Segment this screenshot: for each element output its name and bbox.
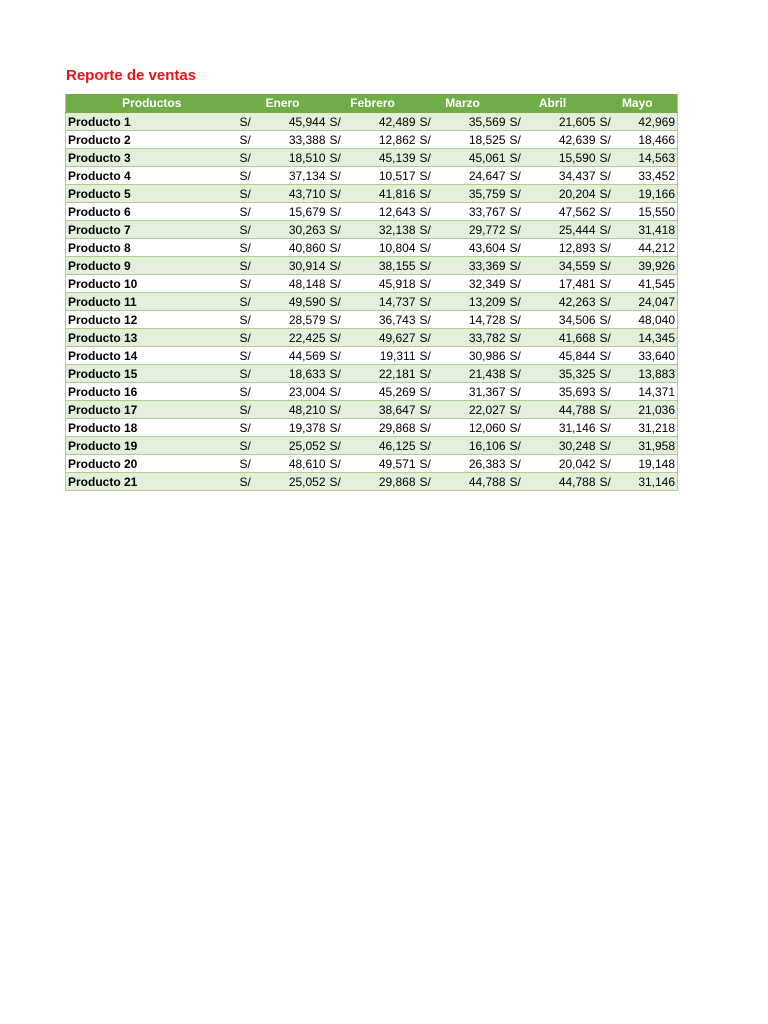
product-name-cell: Producto 9 [66,257,238,275]
currency-cell: S/ [328,401,354,419]
amount-cell: 35,693 [534,383,598,401]
table-row [66,275,678,293]
currency-cell: S/ [418,275,444,293]
amount-cell: 18,466 [624,131,678,149]
currency-cell: S/ [328,257,354,275]
currency-cell: S/ [598,131,624,149]
currency-cell: S/ [598,203,624,221]
header-enero: Enero [238,94,328,113]
currency-cell: S/ [238,131,264,149]
currency-cell: S/ [418,419,444,437]
amount-cell: 43,604 [444,239,508,257]
amount-cell: 22,181 [354,365,418,383]
currency-cell: S/ [238,167,264,185]
currency-cell: S/ [238,239,264,257]
currency-cell: S/ [238,113,264,131]
currency-cell: S/ [328,473,354,491]
table-row [66,113,678,131]
amount-cell: 43,710 [264,185,328,203]
currency-cell: S/ [328,167,354,185]
table-row [66,311,678,329]
amount-cell: 15,550 [624,203,678,221]
currency-cell: S/ [598,419,624,437]
amount-cell: 37,134 [264,167,328,185]
amount-cell: 16,106 [444,437,508,455]
amount-cell: 18,525 [444,131,508,149]
header-productos: Productos [66,94,238,113]
currency-cell: S/ [418,221,444,239]
amount-cell: 31,146 [534,419,598,437]
amount-cell: 31,958 [624,437,678,455]
amount-cell: 29,868 [354,473,418,491]
amount-cell: 33,369 [444,257,508,275]
currency-cell: S/ [418,383,444,401]
amount-cell: 20,042 [534,455,598,473]
currency-cell: S/ [508,167,534,185]
currency-cell: S/ [418,437,444,455]
currency-cell: S/ [328,221,354,239]
amount-cell: 29,868 [354,419,418,437]
currency-cell: S/ [328,347,354,365]
amount-cell: 24,047 [624,293,678,311]
table-body [66,113,678,491]
amount-cell: 20,204 [534,185,598,203]
currency-cell: S/ [598,275,624,293]
amount-cell: 25,052 [264,473,328,491]
amount-cell: 44,569 [264,347,328,365]
amount-cell: 10,804 [354,239,418,257]
product-name-cell: Producto 12 [66,311,238,329]
amount-cell: 22,425 [264,329,328,347]
amount-cell: 17,481 [534,275,598,293]
amount-cell: 34,559 [534,257,598,275]
amount-cell: 14,563 [624,149,678,167]
amount-cell: 14,371 [624,383,678,401]
currency-cell: S/ [508,275,534,293]
table-row [66,167,678,185]
amount-cell: 49,571 [354,455,418,473]
amount-cell: 42,639 [534,131,598,149]
product-name-cell: Producto 10 [66,275,238,293]
amount-cell: 15,590 [534,149,598,167]
amount-cell: 41,816 [354,185,418,203]
amount-cell: 23,004 [264,383,328,401]
currency-cell: S/ [328,437,354,455]
amount-cell: 29,772 [444,221,508,239]
currency-cell: S/ [508,311,534,329]
amount-cell: 45,061 [444,149,508,167]
product-name-cell: Producto 18 [66,419,238,437]
currency-cell: S/ [508,437,534,455]
amount-cell: 19,378 [264,419,328,437]
table-row [66,257,678,275]
product-name-cell: Producto 1 [66,113,238,131]
product-name-cell: Producto 2 [66,131,238,149]
amount-cell: 44,788 [444,473,508,491]
product-name-cell: Producto 20 [66,455,238,473]
currency-cell: S/ [328,149,354,167]
currency-cell: S/ [418,401,444,419]
amount-cell: 24,647 [444,167,508,185]
amount-cell: 25,444 [534,221,598,239]
amount-cell: 18,510 [264,149,328,167]
currency-cell: S/ [328,329,354,347]
amount-cell: 35,759 [444,185,508,203]
currency-cell: S/ [418,239,444,257]
product-name-cell: Producto 14 [66,347,238,365]
currency-cell: S/ [418,167,444,185]
amount-cell: 15,679 [264,203,328,221]
amount-cell: 38,647 [354,401,418,419]
amount-cell: 19,148 [624,455,678,473]
amount-cell: 30,248 [534,437,598,455]
product-name-cell: Producto 5 [66,185,238,203]
amount-cell: 33,782 [444,329,508,347]
currency-cell: S/ [238,383,264,401]
amount-cell: 32,138 [354,221,418,239]
table-row [66,185,678,203]
table-row [66,473,678,491]
amount-cell: 31,218 [624,419,678,437]
amount-cell: 31,418 [624,221,678,239]
currency-cell: S/ [328,311,354,329]
product-name-cell: Producto 19 [66,437,238,455]
amount-cell: 10,517 [354,167,418,185]
currency-cell: S/ [598,167,624,185]
amount-cell: 34,437 [534,167,598,185]
amount-cell: 28,579 [264,311,328,329]
currency-cell: S/ [418,203,444,221]
currency-cell: S/ [328,419,354,437]
currency-cell: S/ [598,473,624,491]
currency-cell: S/ [508,203,534,221]
header-abril: Abril [508,94,598,113]
amount-cell: 12,643 [354,203,418,221]
amount-cell: 13,883 [624,365,678,383]
table-row [66,203,678,221]
currency-cell: S/ [418,347,444,365]
header-mayo: Mayo [598,94,678,113]
currency-cell: S/ [508,347,534,365]
amount-cell: 32,349 [444,275,508,293]
amount-cell: 45,139 [354,149,418,167]
currency-cell: S/ [508,257,534,275]
currency-cell: S/ [238,293,264,311]
currency-cell: S/ [418,149,444,167]
amount-cell: 31,146 [624,473,678,491]
header-marzo: Marzo [418,94,508,113]
amount-cell: 35,325 [534,365,598,383]
table-row [66,149,678,167]
currency-cell: S/ [238,203,264,221]
currency-cell: S/ [328,275,354,293]
product-name-cell: Producto 13 [66,329,238,347]
amount-cell: 45,269 [354,383,418,401]
amount-cell: 49,590 [264,293,328,311]
amount-cell: 30,263 [264,221,328,239]
currency-cell: S/ [328,365,354,383]
amount-cell: 12,060 [444,419,508,437]
currency-cell: S/ [238,275,264,293]
amount-cell: 41,668 [534,329,598,347]
currency-cell: S/ [508,131,534,149]
currency-cell: S/ [598,149,624,167]
header-febrero: Febrero [328,94,418,113]
amount-cell: 45,844 [534,347,598,365]
amount-cell: 14,728 [444,311,508,329]
currency-cell: S/ [238,419,264,437]
amount-cell: 39,926 [624,257,678,275]
currency-cell: S/ [418,365,444,383]
currency-cell: S/ [598,185,624,203]
product-name-cell: Producto 17 [66,401,238,419]
product-name-cell: Producto 8 [66,239,238,257]
amount-cell: 19,311 [354,347,418,365]
product-name-cell: Producto 4 [66,167,238,185]
amount-cell: 44,788 [534,401,598,419]
currency-cell: S/ [508,239,534,257]
table-row [66,239,678,257]
amount-cell: 14,737 [354,293,418,311]
amount-cell: 49,627 [354,329,418,347]
amount-cell: 44,788 [534,473,598,491]
currency-cell: S/ [418,113,444,131]
currency-cell: S/ [508,149,534,167]
currency-cell: S/ [598,329,624,347]
currency-cell: S/ [418,131,444,149]
currency-cell: S/ [508,365,534,383]
currency-cell: S/ [238,221,264,239]
currency-cell: S/ [598,437,624,455]
amount-cell: 12,893 [534,239,598,257]
amount-cell: 48,148 [264,275,328,293]
currency-cell: S/ [598,455,624,473]
amount-cell: 14,345 [624,329,678,347]
table-header-row [66,94,678,113]
amount-cell: 33,640 [624,347,678,365]
currency-cell: S/ [508,221,534,239]
currency-cell: S/ [418,257,444,275]
currency-cell: S/ [508,329,534,347]
currency-cell: S/ [328,185,354,203]
amount-cell: 30,914 [264,257,328,275]
amount-cell: 42,969 [624,113,678,131]
currency-cell: S/ [508,419,534,437]
amount-cell: 44,212 [624,239,678,257]
table-row [66,329,678,347]
amount-cell: 40,860 [264,239,328,257]
currency-cell: S/ [508,293,534,311]
amount-cell: 34,506 [534,311,598,329]
currency-cell: S/ [598,365,624,383]
amount-cell: 33,388 [264,131,328,149]
currency-cell: S/ [508,455,534,473]
currency-cell: S/ [598,293,624,311]
currency-cell: S/ [598,257,624,275]
currency-cell: S/ [418,473,444,491]
amount-cell: 33,452 [624,167,678,185]
currency-cell: S/ [598,347,624,365]
product-name-cell: Producto 16 [66,383,238,401]
amount-cell: 42,263 [534,293,598,311]
currency-cell: S/ [238,365,264,383]
currency-cell: S/ [508,473,534,491]
currency-cell: S/ [598,311,624,329]
product-name-cell: Producto 15 [66,365,238,383]
report-title: Reporte de ventas [66,67,197,84]
currency-cell: S/ [598,401,624,419]
product-name-cell: Producto 7 [66,221,238,239]
currency-cell: S/ [238,149,264,167]
product-name-cell: Producto 3 [66,149,238,167]
sales-table [65,94,678,491]
currency-cell: S/ [418,185,444,203]
currency-cell: S/ [418,293,444,311]
amount-cell: 18,633 [264,365,328,383]
product-name-cell: Producto 6 [66,203,238,221]
currency-cell: S/ [238,347,264,365]
currency-cell: S/ [238,455,264,473]
currency-cell: S/ [418,329,444,347]
amount-cell: 19,166 [624,185,678,203]
currency-cell: S/ [238,401,264,419]
amount-cell: 22,027 [444,401,508,419]
amount-cell: 46,125 [354,437,418,455]
currency-cell: S/ [238,329,264,347]
amount-cell: 33,767 [444,203,508,221]
table-row [66,221,678,239]
table-row [66,347,678,365]
amount-cell: 31,367 [444,383,508,401]
currency-cell: S/ [598,383,624,401]
amount-cell: 26,383 [444,455,508,473]
amount-cell: 21,036 [624,401,678,419]
currency-cell: S/ [238,437,264,455]
amount-cell: 42,489 [354,113,418,131]
currency-cell: S/ [238,257,264,275]
amount-cell: 45,918 [354,275,418,293]
amount-cell: 41,545 [624,275,678,293]
currency-cell: S/ [238,311,264,329]
currency-cell: S/ [328,455,354,473]
amount-cell: 35,569 [444,113,508,131]
currency-cell: S/ [328,203,354,221]
table-row [66,365,678,383]
amount-cell: 47,562 [534,203,598,221]
amount-cell: 48,210 [264,401,328,419]
table-row [66,131,678,149]
table-row [66,455,678,473]
currency-cell: S/ [418,311,444,329]
currency-cell: S/ [508,113,534,131]
amount-cell: 48,040 [624,311,678,329]
currency-cell: S/ [508,401,534,419]
amount-cell: 21,438 [444,365,508,383]
currency-cell: S/ [328,293,354,311]
amount-cell: 13,209 [444,293,508,311]
amount-cell: 25,052 [264,437,328,455]
amount-cell: 12,862 [354,131,418,149]
table-row [66,401,678,419]
amount-cell: 36,743 [354,311,418,329]
table-row [66,437,678,455]
currency-cell: S/ [598,221,624,239]
currency-cell: S/ [598,239,624,257]
amount-cell: 48,610 [264,455,328,473]
product-name-cell: Producto 21 [66,473,238,491]
amount-cell: 30,986 [444,347,508,365]
currency-cell: S/ [328,131,354,149]
amount-cell: 21,605 [534,113,598,131]
currency-cell: S/ [418,455,444,473]
amount-cell: 38,155 [354,257,418,275]
currency-cell: S/ [598,113,624,131]
currency-cell: S/ [238,473,264,491]
currency-cell: S/ [328,383,354,401]
amount-cell: 45,944 [264,113,328,131]
product-name-cell: Producto 11 [66,293,238,311]
currency-cell: S/ [508,383,534,401]
currency-cell: S/ [508,185,534,203]
table-row [66,293,678,311]
currency-cell: S/ [238,185,264,203]
table-row [66,383,678,401]
currency-cell: S/ [328,113,354,131]
currency-cell: S/ [328,239,354,257]
table-row [66,419,678,437]
